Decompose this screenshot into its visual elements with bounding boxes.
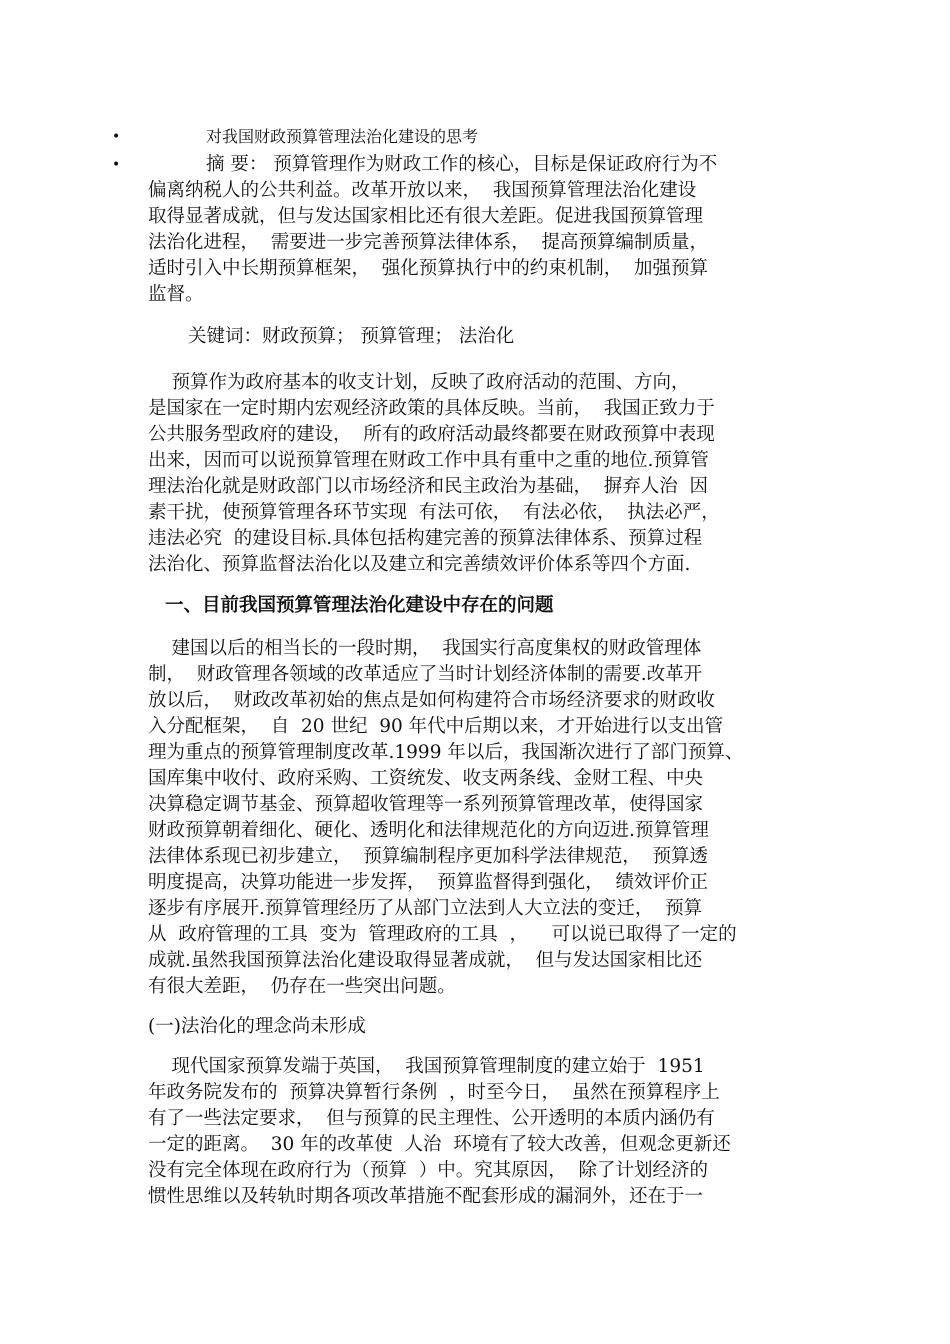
subsection1-paragraph [148, 1054, 828, 1210]
section1-line: 入分配框架， 自 20 世纪 90 年代中后期以来，才开始进行以支出管 [148, 716, 724, 737]
section1-line: 成就.虽然我国预算法治化建设取得显著成就， 但与发达国家相比还 [148, 950, 703, 971]
intro-line: 是国家在一定时期内宏观经济政策的具体反映。当前， 我国正致力于 [148, 398, 715, 419]
section1-line: 决算稳定调节基金、预算超收管理等一系列预算管理改革，使得国家 [148, 794, 704, 815]
section1-line: 制， 财政管理各领域的改革适应了当时计划经济体制的需要.改革开 [148, 664, 703, 685]
abstract-first-line: 摘 要： 预算管理作为财政工作的核心，目标是保证政府行为不 [206, 154, 718, 175]
abstract-line: 偏离纳税人的公共利益。改革开放以来， 我国预算管理法治化建设 [148, 180, 697, 201]
section1-line: 财政预算朝着细化、硬化、透明化和法律规范化的方向迈进.预算管理 [148, 820, 709, 841]
abstract-line: 适时引入中长期预算框架， 强化预算执行中的约束机制， 加强预算 [148, 258, 709, 279]
intro-line: 公共服务型政府的建设， 所有的政府活动最终都要在财政预算中表现 [148, 424, 715, 445]
subsection1-line: 现代国家预算发端于英国， 我国预算管理制度的建立始于 1951 [148, 1056, 705, 1077]
abstract-body [148, 178, 828, 308]
abstract-line: 取得显著成就，但与发达国家相比还有很大差距。促进我国预算管理 [148, 206, 704, 227]
intro-line: 违法必究 的建设目标.具体包括构建完善的预算法律体系、预算过程 [148, 528, 703, 549]
document-title: 对我国财政预算管理法治化建设的思考 [206, 127, 479, 146]
subsection-heading: (一)法治化的理念尚未形成 [148, 1016, 366, 1037]
subsection1-line: 年政务院发布的 预算决算暂行条例 ，时至今日， 虽然在预算程序上 [148, 1082, 720, 1103]
section1-line: 有很大差距， 仍存在一些突出问题。 [148, 976, 456, 997]
keywords: 关键词：财政预算； 预算管理； 法治化 [188, 326, 515, 347]
section1-paragraph [148, 636, 828, 1000]
section-heading: 一、目前我国预算管理法治化建设中存在的问题 [165, 595, 554, 616]
intro-paragraph [148, 370, 828, 578]
subsection1-line: 有了一些法定要求， 但与预算的民主理性、公开透明的本质内涵仍有 [148, 1108, 715, 1129]
intro-line: 法治化、预算监督法治化以及建立和完善绩效评价体系等四个方面. [148, 554, 691, 575]
abstract-line: 监督。 [148, 284, 204, 305]
section1-line: 放以后， 财政改革初始的焦点是如何构建符合市场经济要求的财政收 [148, 690, 715, 711]
intro-line: 预算作为政府基本的收支计划，反映了政府活动的范围、方向， [148, 372, 690, 393]
section1-line: 法律体系现已初步建立， 预算编制程序更加科学法律规范， 预算透 [148, 846, 709, 867]
abstract-line: 法治化进程， 需要进一步完善预算法律体系， 提高预算编制质量， [148, 232, 709, 253]
intro-line: 出来，因而可以说预算管理在财政工作中具有重中之重的地位.预算管 [148, 450, 709, 471]
intro-line: 理法治化就是财政部门以市场经济和民主政治为基础， 摒弃人治 因 [148, 476, 709, 497]
section1-line: 从 政府管理的工具 变为 管理政府的工具 ， 可以说已取得了一定的 [148, 924, 737, 945]
bullet-icon: • [112, 157, 121, 173]
subsection1-line: 惯性思维以及转轨时期各项改革措施不配套形成的漏洞外，还在于一 [148, 1186, 704, 1207]
subsection1-line: 一定的距离。 30 年的改革使 人治 环境有了较大改善，但观念更新还 [148, 1134, 731, 1155]
subsection1-line: 没有完全体现在政府行为（预算 ）中。究其原因， 除了计划经济的 [148, 1160, 709, 1181]
section1-line: 逐步有序展开.预算管理经历了从部门立法到人大立法的变迁， 预算 [148, 898, 703, 919]
bullet-icon: • [112, 129, 121, 145]
section1-line: 国库集中收付、政府采购、工资统发、收支两条线、金财工程、中央 [148, 768, 704, 789]
section1-line: 理为重点的预算管理制度改革.1999 年以后，我国渐次进行了部门预算、 [148, 742, 744, 763]
section1-line: 建国以后的相当长的一段时期， 我国实行高度集权的财政管理体 [148, 638, 702, 659]
intro-line: 素干扰，使预算管理各环节实现 有法可依， 有法必依， 执法必严， [148, 502, 720, 523]
section1-line: 明度提高，决算功能进一步发挥， 预算监督得到强化， 绩效评价正 [148, 872, 709, 893]
